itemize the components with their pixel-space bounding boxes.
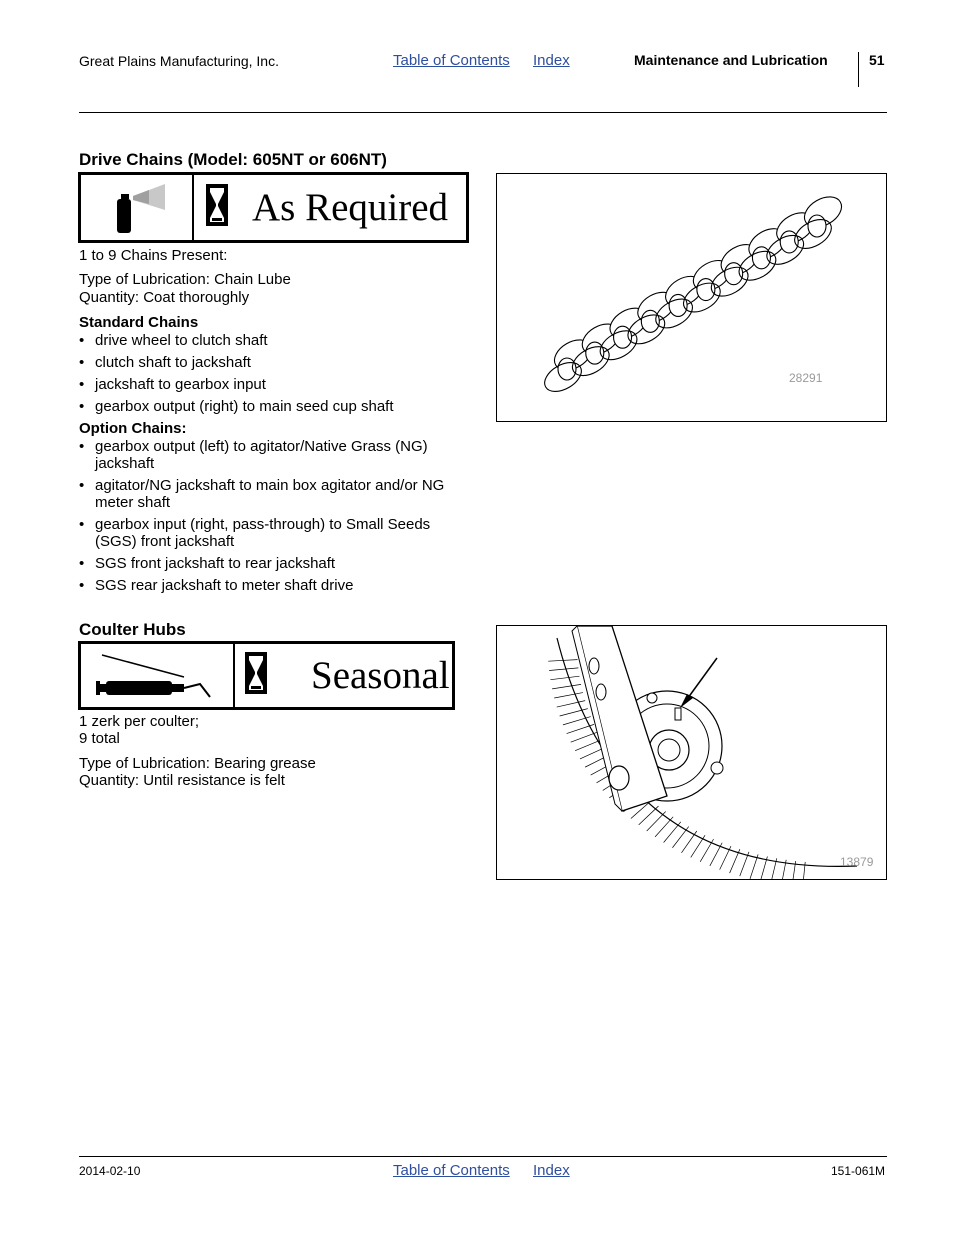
page-number: 51 — [869, 52, 885, 68]
coulter-hub-illustration — [497, 626, 886, 879]
blade-serration — [554, 693, 583, 698]
blade-serration — [557, 701, 585, 707]
list-item: • gearbox output (left) to agitator/Native Grass (NG) jackshaft — [79, 438, 464, 472]
coulter-lube-type: Type of Lubrication: Bearing grease — [79, 755, 316, 772]
footer-date: 2014-02-10 — [79, 1164, 141, 1178]
spray-can-icon — [81, 175, 194, 240]
list-item: • agitator/NG jackshaft to main box agitator and/or NG meter shaft — [79, 477, 464, 511]
standard-chains-list — [79, 332, 474, 420]
footer-doc-number: 151-061M — [831, 1164, 886, 1178]
drive-chains-heading: Drive Chains (Model: 605NT or 606NT) — [79, 150, 387, 169]
chain-quantity: Quantity: Coat thoroughly — [79, 289, 250, 306]
blade-serration — [552, 684, 581, 689]
list-item: • SGS rear jackshaft to meter shaft drive — [79, 577, 464, 594]
interval-as-required: As Required — [252, 186, 449, 229]
list-item: • drive wheel to clutch shaft — [79, 332, 474, 349]
list-item: • gearbox output (right) to main seed cup shaft — [79, 398, 474, 415]
zerk-count: 1 zerk per coulter; — [79, 713, 200, 730]
chain-figure-number: 28291 — [789, 371, 823, 385]
footer-index-link[interactable]: Index — [533, 1162, 570, 1179]
option-chains-title: Option Chains: — [79, 420, 187, 437]
chain-lube-type: Type of Lubrication: Chain Lube — [79, 271, 291, 288]
toc-link[interactable]: Table of Contents — [393, 52, 510, 69]
list-item: • gearbox input (right, pass-through) to Small Seeds (SGS) front jackshaft — [79, 516, 464, 550]
interval-seasonal: Seasonal — [311, 654, 450, 697]
chain-figure — [496, 173, 887, 422]
zerk-total: 9 total — [79, 730, 120, 747]
hourglass-icon — [245, 652, 267, 699]
coulter-hubs-heading: Coulter Hubs — [79, 620, 186, 639]
list-item: • jackshaft to gearbox input — [79, 376, 474, 393]
blade-serration — [549, 668, 578, 671]
list-item: • SGS front jackshaft to rear jackshaft — [79, 555, 464, 572]
blade-serration — [550, 676, 579, 680]
hourglass-icon — [206, 184, 228, 231]
drive-chains-lube-box — [78, 172, 469, 243]
coulter-quantity: Quantity: Until resistance is felt — [79, 772, 285, 789]
chain-count: 1 to 9 Chains Present: — [79, 247, 228, 264]
section-title: Maintenance and Lubrication — [634, 52, 828, 68]
footer-toc-link[interactable]: Table of Contents — [393, 1162, 510, 1179]
coulter-figure-number: 13879 — [840, 855, 874, 869]
coulter-lube-box — [78, 641, 455, 710]
header-divider — [858, 52, 859, 87]
header-rule — [79, 112, 887, 113]
company-name: Great Plains Manufacturing, Inc. — [79, 53, 279, 69]
index-link[interactable]: Index — [533, 52, 570, 69]
roller-chain-illustration — [497, 174, 886, 421]
footer-rule — [79, 1156, 887, 1157]
option-chains-list — [79, 438, 464, 599]
coulter-figure — [496, 625, 887, 880]
list-item: • clutch shaft to jackshaft — [79, 354, 474, 371]
grease-gun-icon — [81, 644, 235, 707]
standard-chains-title: Standard Chains — [79, 314, 199, 331]
